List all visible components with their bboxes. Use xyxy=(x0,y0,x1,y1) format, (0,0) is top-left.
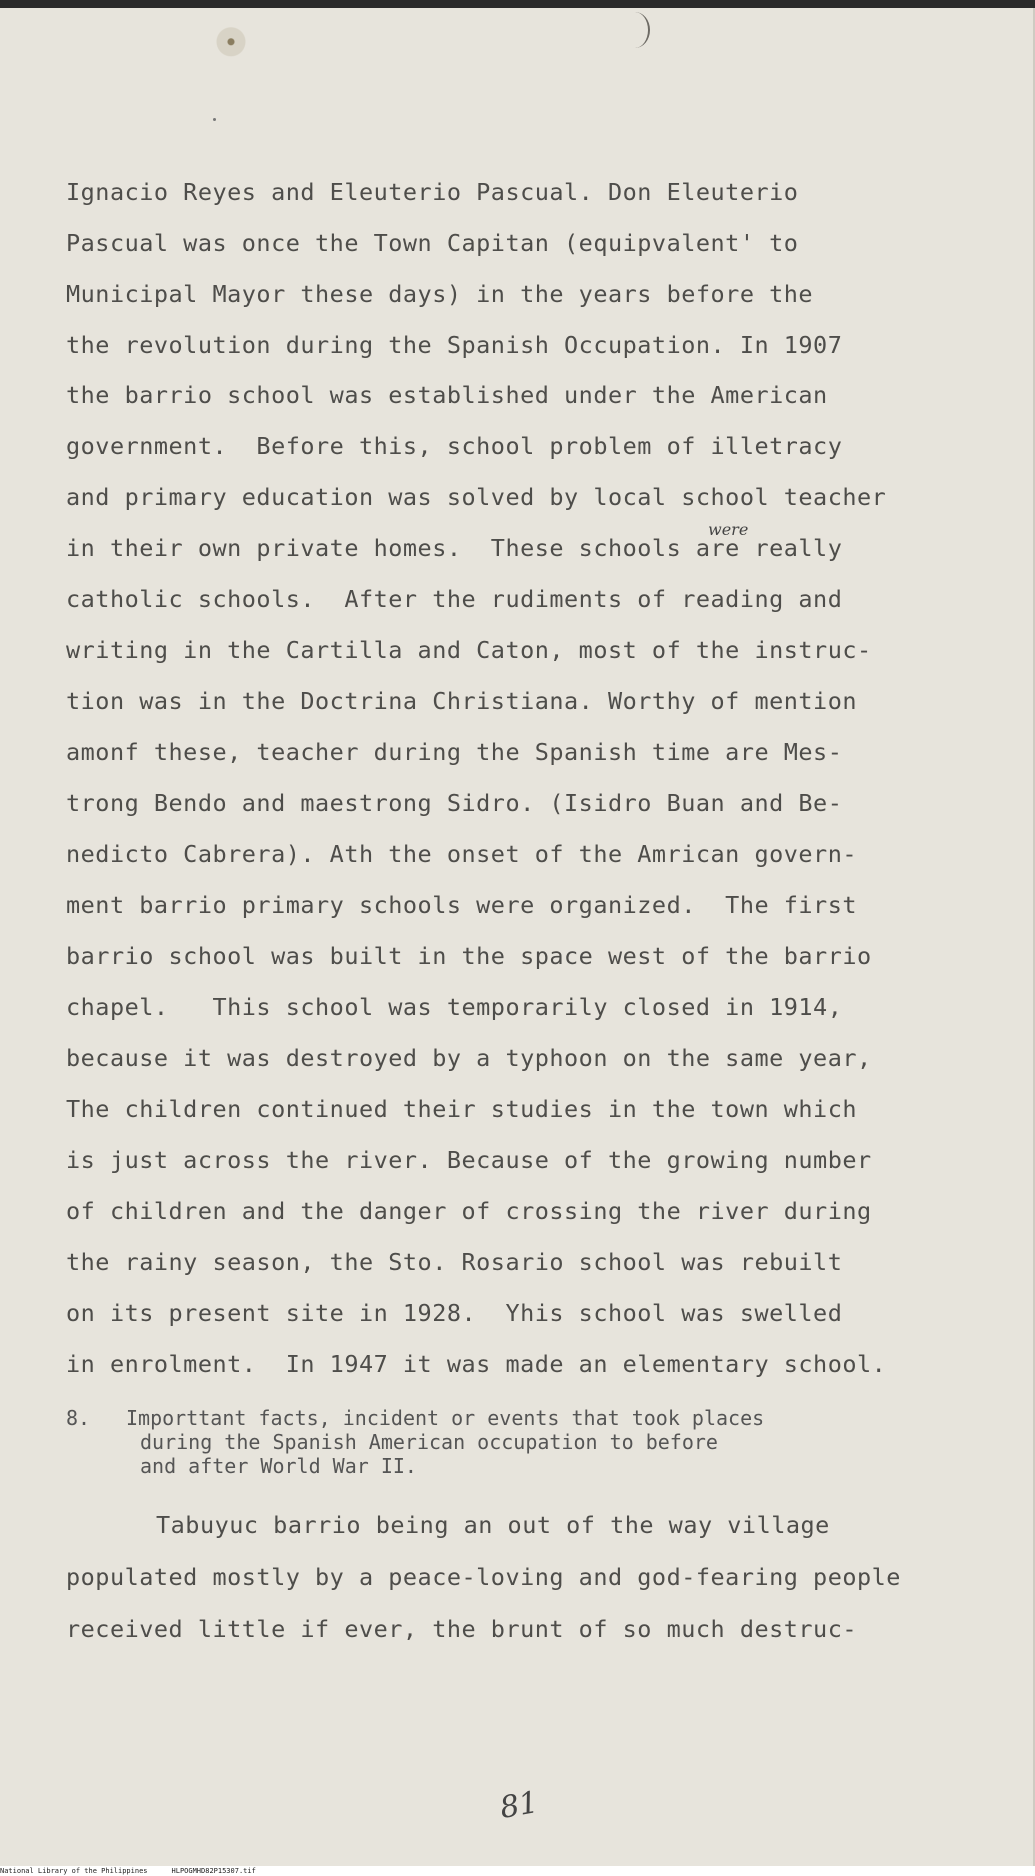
body-line: because it was destroyed by a typhoon on the same year, xyxy=(66,1044,872,1072)
body-line: writing in the Cartilla and Caton, most of the instruc- xyxy=(66,636,872,664)
archive-footer xyxy=(0,1866,1035,1876)
body-line: and primary education was solved by local school teacher xyxy=(66,483,887,511)
item-number: 8. xyxy=(66,1406,91,1430)
body-line: barrio school was built in the space west of the barrio xyxy=(66,942,872,970)
body-line: The children continued their studies in the town which xyxy=(66,1095,858,1123)
body-line: government. Before this, school problem of illetracy xyxy=(66,432,843,460)
body-line: ment barrio primary schools were organized. The first xyxy=(66,891,858,919)
punch-hole-arc-icon xyxy=(620,12,650,48)
body-line: Ignacio Reyes and Eleuterio Pascual. Don Eleuterio xyxy=(66,178,799,206)
body-line: the rainy season, the Sto. Rosario school was rebuilt xyxy=(66,1248,843,1276)
body-line: the barrio school was established under the American xyxy=(66,381,828,409)
item-line: and after World War II. xyxy=(140,1454,417,1478)
handwritten-correction: were xyxy=(708,520,749,539)
body-line: in enrolment. In 1947 it was made an elementary school. xyxy=(66,1350,887,1378)
speck xyxy=(213,118,216,121)
item-line: Importtant facts, incident or events that took places xyxy=(126,1406,765,1430)
body-line: received little if ever, the brunt of so much destruc- xyxy=(66,1615,858,1643)
body-line: is just across the river. Because of the growing number xyxy=(66,1146,872,1174)
body-line: nedicto Cabrera). Ath the onset of the Amrican govern- xyxy=(66,840,858,868)
body-line: Municipal Mayor these days) in the years before the xyxy=(66,280,814,308)
body-line: in their own private homes. These schools are really xyxy=(66,534,843,562)
body-line: the revolution during the Spanish Occupation. In 1907 xyxy=(66,331,843,359)
document-page xyxy=(0,8,1035,1866)
body-line: populated mostly by a peace-loving and god-fearing people xyxy=(66,1563,901,1591)
body-line: of children and the danger of crossing the river during xyxy=(66,1197,872,1225)
page-number: 81 xyxy=(497,1784,541,1827)
punch-hole-icon xyxy=(216,22,246,58)
footer-library: National Library of the Philippines xyxy=(0,1867,148,1875)
body-line: trong Bendo and maestrong Sidro. (Isidro Buan and Be- xyxy=(66,789,843,817)
body-line: Tabuyuc barrio being an out of the way village xyxy=(156,1511,830,1539)
body-line: on its present site in 1928. Yhis school was swelled xyxy=(66,1299,843,1327)
footer-file: HLPOGMHD82P15307.tif xyxy=(171,1867,256,1875)
body-line: Pascual was once the Town Capitan (equipvalent' to xyxy=(66,229,799,257)
item-line: during the Spanish American occupation to before xyxy=(140,1430,718,1454)
body-line: catholic schools. After the rudiments of reading and xyxy=(66,585,843,613)
body-line: chapel. This school was temporarily closed in 1914, xyxy=(66,993,843,1021)
body-line: tion was in the Doctrina Christiana. Worthy of mention xyxy=(66,687,858,715)
body-line: amonf these, teacher during the Spanish time are Mes- xyxy=(66,738,843,766)
